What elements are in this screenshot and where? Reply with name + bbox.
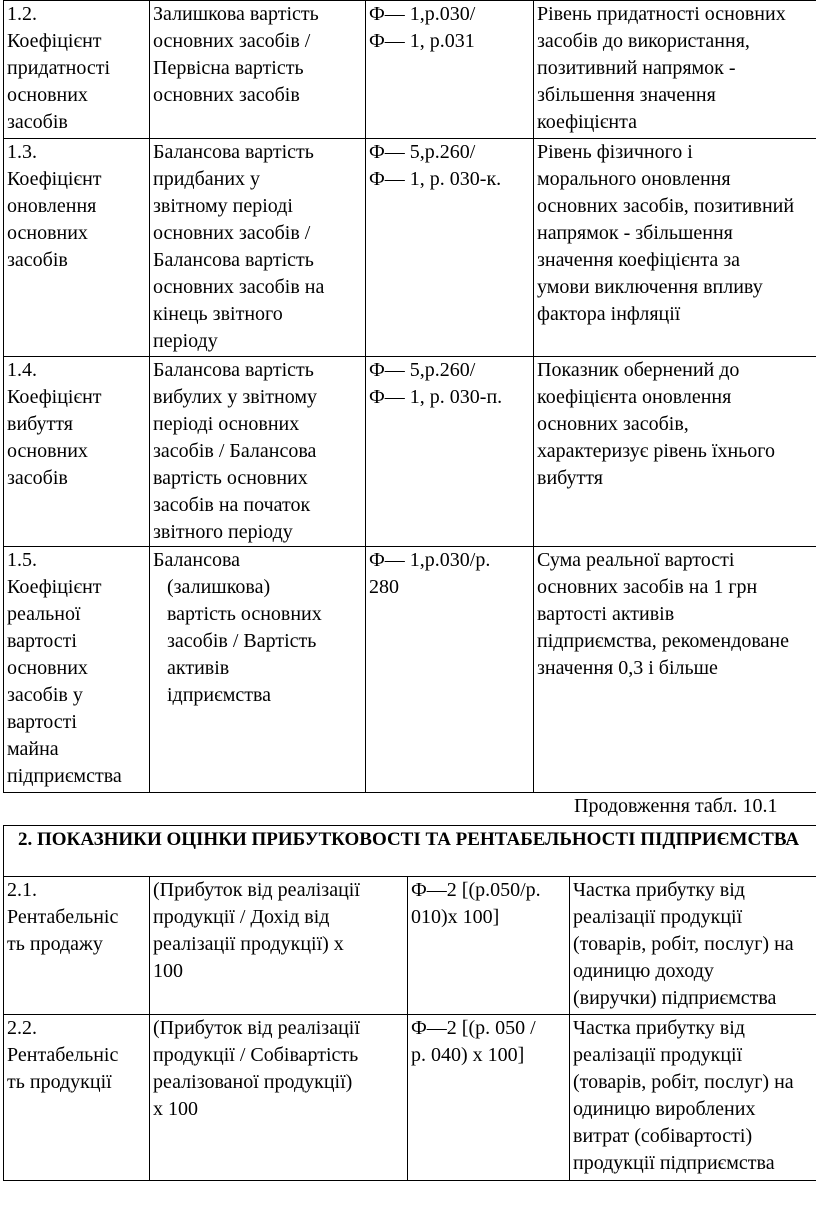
formula-first-line: Балансова xyxy=(153,549,241,571)
indicator-description: Частка прибутку від реалізації продукції (товарів, робіт, послуг) на одиницю вироблених витрат (собівартості) продукції підприємства xyxy=(570,1015,816,1181)
indicators-table-part2 xyxy=(3,825,816,1181)
indicator-source: Ф— 5,р.260/ Ф— 1, р. 030-п. xyxy=(366,357,534,547)
indicator-formula: Балансова вартість придбаних у звітному періоді основних засобів / Балансова вартість основних засобів на кінець звітного періоду xyxy=(150,139,366,357)
table-row xyxy=(4,357,816,547)
formula-rest: (залишкова) вартість основних засобів / Вартість активів ідприємства xyxy=(167,576,322,706)
table-continuation-caption: Продовження табл. 10.1 xyxy=(574,795,778,817)
indicator-description: Сума реальної вартості основних засобів на 1 грн вартості активів підприємства, рекомендоване значення 0,3 і більше xyxy=(534,547,816,793)
indicator-name: 2.2. Рентабельніс ть продукції xyxy=(4,1015,150,1181)
indicator-name: 2.1. Рентабельніс ть продажу xyxy=(4,877,150,1015)
table-row xyxy=(4,1015,816,1181)
indicator-source: Ф— 1,р.030/ Ф— 1, р.031 xyxy=(366,1,534,139)
indicator-name: 1.2. Коефіцієнт придатності основних засобів xyxy=(4,1,150,139)
indicator-formula xyxy=(150,547,366,793)
table-row xyxy=(4,139,816,357)
table-row xyxy=(4,877,816,1015)
indicator-formula: (Прибуток від реалізації продукції / Собівартість реалізованої продукції) х 100 xyxy=(150,1015,408,1181)
indicators-table-part1 xyxy=(3,0,816,793)
indicator-description: Показник обернений до коефіцієнта оновлення основних засобів, характеризує рівень їхнього вибуття xyxy=(534,357,816,547)
indicator-source: Ф—2 [(р.050/р. 010)х 100] xyxy=(408,877,570,1015)
indicator-description: Рівень придатності основних засобів до використання, позитивний напрямок - збільшення значення коефіцієнта xyxy=(534,1,816,139)
indicator-name: 1.5. Коефіцієнт реальної вартості основних засобів у вартості майна підприємства xyxy=(4,547,150,793)
indicator-name: 1.3. Коефіцієнт оновлення основних засобів xyxy=(4,139,150,357)
indicator-description: Рівень фізичного і морального оновлення основних засобів, позитивний напрямок - збільшення значення коефіцієнта за умови виключення впливу фактора інфляції xyxy=(534,139,816,357)
indicator-source: Ф—2 [(р. 050 / р. 040) х 100] xyxy=(408,1015,570,1181)
indicator-formula: Балансова вартість вибулих у звітному періоді основних засобів / Балансова вартість основних засобів на початок звітного періоду xyxy=(150,357,366,547)
table-row xyxy=(4,547,816,793)
section-title: 2. ПОКАЗНИКИ ОЦІНКИ ПРИБУТКОВОСТІ ТА РЕНТАБЕЛЬНОСТІ ПІДПРИЄМСТВА xyxy=(4,826,816,877)
section-header-row xyxy=(4,826,816,877)
indicator-source: Ф— 5,р.260/ Ф— 1, р. 030-к. xyxy=(366,139,534,357)
table-row xyxy=(4,1,816,139)
indicator-formula: Залишкова вартість основних засобів / Первісна вартість основних засобів xyxy=(150,1,366,139)
indicator-description: Частка прибутку від реалізації продукції (товарів, робіт, послуг) на одиницю доходу (виручки) підприємства xyxy=(570,877,816,1015)
indicator-formula: (Прибуток від реалізації продукції / Дохід від реалізації продукції) х 100 xyxy=(150,877,408,1015)
indicator-source: Ф— 1,р.030/р. 280 xyxy=(366,547,534,793)
indicator-name: 1.4. Коефіцієнт вибуття основних засобів xyxy=(4,357,150,547)
